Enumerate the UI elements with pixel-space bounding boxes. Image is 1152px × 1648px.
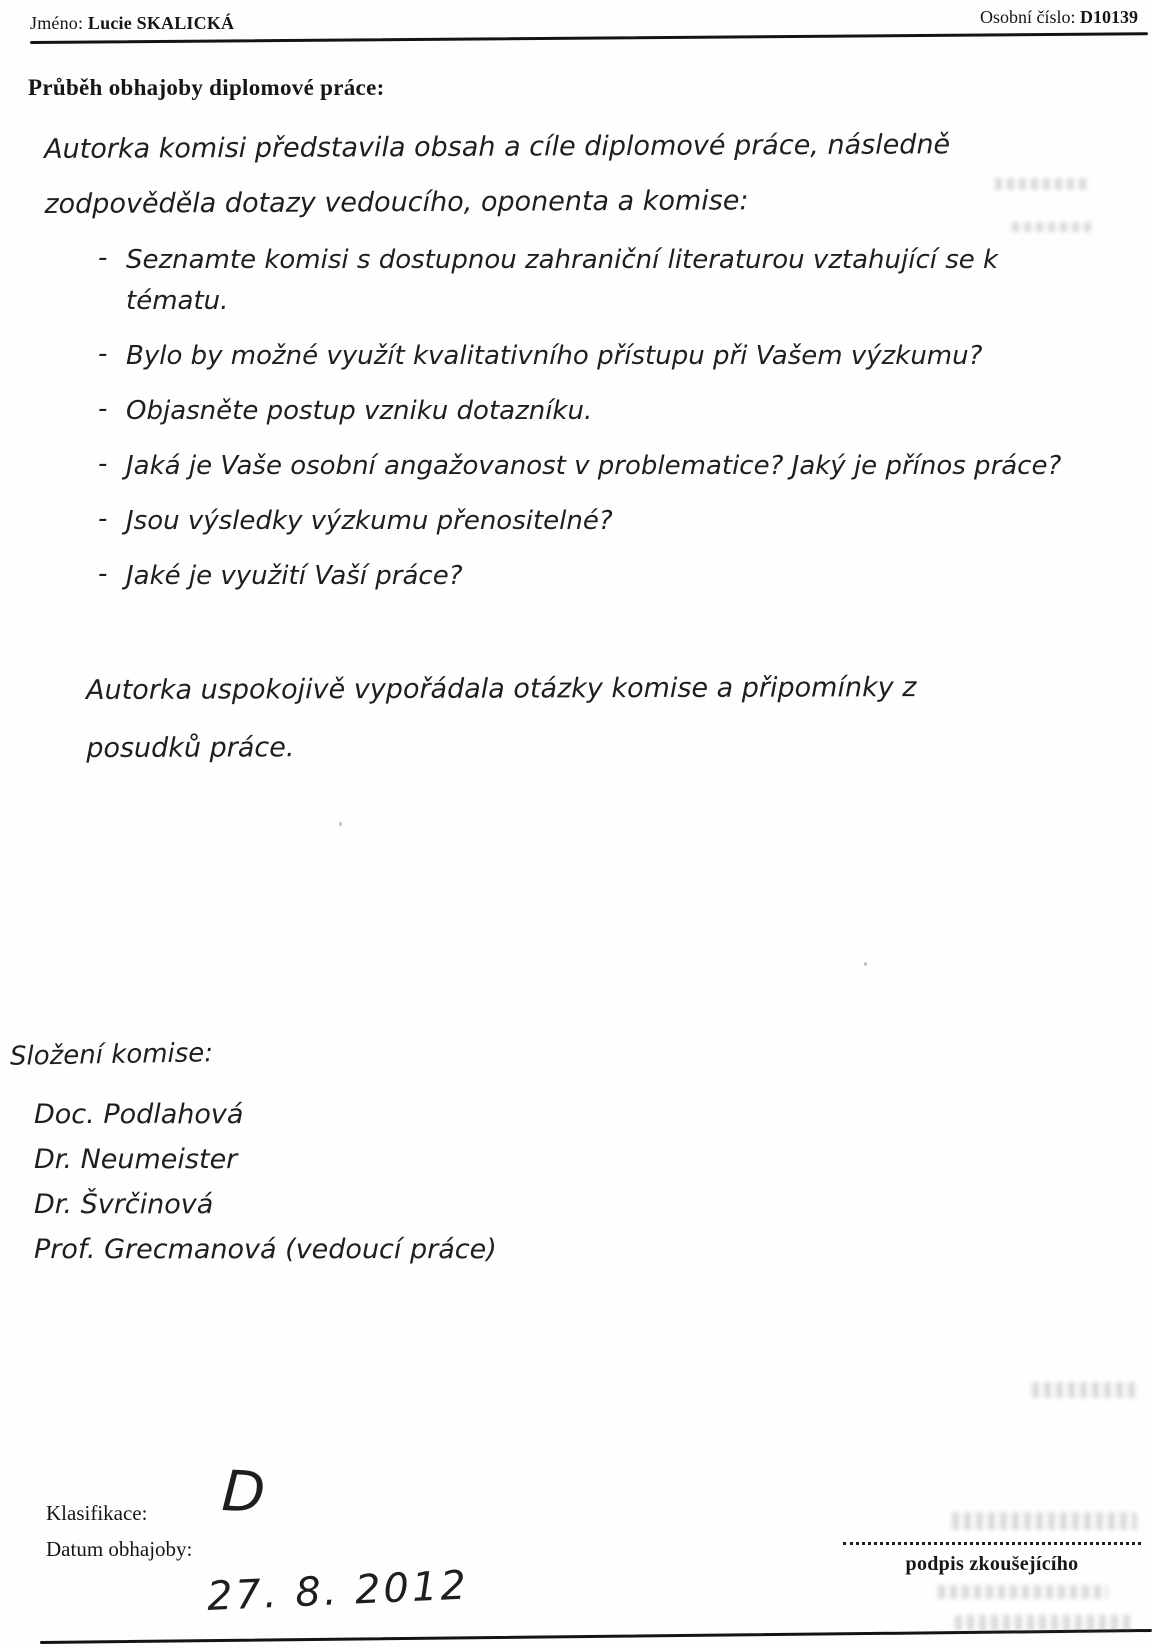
bullet-dash: - bbox=[98, 394, 108, 424]
personal-number-value: D10139 bbox=[1080, 7, 1138, 27]
question-item bbox=[98, 501, 1098, 542]
handwritten-intro: Autorka komisi představila obsah a cíle diplomové práce, následně zodpověděla dotazy vedoucího, oponenta a komise: bbox=[44, 129, 951, 220]
question-text: Objasněte postup vzniku dotazníku. bbox=[126, 396, 593, 426]
question-item bbox=[98, 556, 1098, 597]
defense-date-label: Datum obhajoby: bbox=[46, 1537, 193, 1561]
bleed-through-artifact bbox=[952, 1512, 1137, 1530]
committee-list bbox=[34, 1092, 497, 1272]
bullet-dash: - bbox=[98, 339, 108, 369]
header-name bbox=[30, 13, 234, 34]
question-item bbox=[98, 240, 1098, 322]
question-text: Seznamte komisi s dostupnou zahraniční literaturou vztahující se k tématu. bbox=[126, 245, 999, 316]
classification-label: Klasifikace: bbox=[46, 1501, 148, 1525]
signature-block bbox=[843, 1498, 1141, 1576]
question-text: Bylo by možné využít kvalitativního přístupu při Vašem výzkumu? bbox=[126, 341, 983, 371]
scan-speck bbox=[339, 822, 342, 826]
bullet-dash: - bbox=[98, 504, 108, 534]
questions-list bbox=[98, 240, 1098, 611]
name-value: Lucie SKALICKÁ bbox=[87, 13, 235, 33]
question-item bbox=[98, 391, 1098, 432]
bleed-through-artifact bbox=[1012, 222, 1092, 232]
page-title: Průběh obhajoby diplomové práce: bbox=[28, 75, 385, 100]
bleed-through-artifact bbox=[995, 178, 1090, 190]
scan-speck bbox=[864, 962, 867, 966]
committee-heading: Složení komise: bbox=[9, 1038, 214, 1072]
bleed-through-artifact bbox=[955, 1615, 1135, 1631]
classification-grade: D bbox=[220, 1458, 267, 1527]
signature-caption: podpis zkoušejícího bbox=[905, 1553, 1079, 1575]
name-label: Jméno: bbox=[30, 13, 84, 33]
question-text: Jaké je využití Vaší práce? bbox=[126, 561, 463, 591]
question-item bbox=[98, 336, 1098, 377]
committee-member: Dr. Neumeister bbox=[34, 1144, 238, 1175]
bullet-dash: - bbox=[98, 243, 108, 273]
bleed-through-artifact bbox=[938, 1585, 1108, 1599]
question-text: Jsou výsledky výzkumu přenositelné? bbox=[126, 506, 613, 536]
question-text: Jaká je Vaše osobní angažovanost v problematice? Jaký je přínos práce? bbox=[126, 451, 1062, 481]
committee-member: Prof. Grecmanová (vedoucí práce) bbox=[34, 1234, 497, 1265]
footer-divider-line bbox=[40, 1629, 1152, 1644]
handwritten-conclusion: Autorka uspokojivě vypořádala otázky komise a připomínky z posudků práce. bbox=[86, 672, 917, 764]
header-personal-number bbox=[980, 7, 1138, 28]
bullet-dash: - bbox=[98, 449, 108, 479]
personal-number-label: Osobní číslo: bbox=[979, 7, 1076, 27]
defense-date-value: 27. 8. 2012 bbox=[206, 1562, 470, 1620]
bleed-through-artifact bbox=[1032, 1382, 1137, 1398]
bullet-dash: - bbox=[98, 559, 108, 589]
committee-member: Dr. Švrčinová bbox=[34, 1189, 214, 1220]
question-item bbox=[98, 446, 1098, 487]
committee-member: Doc. Podlahová bbox=[34, 1099, 244, 1130]
